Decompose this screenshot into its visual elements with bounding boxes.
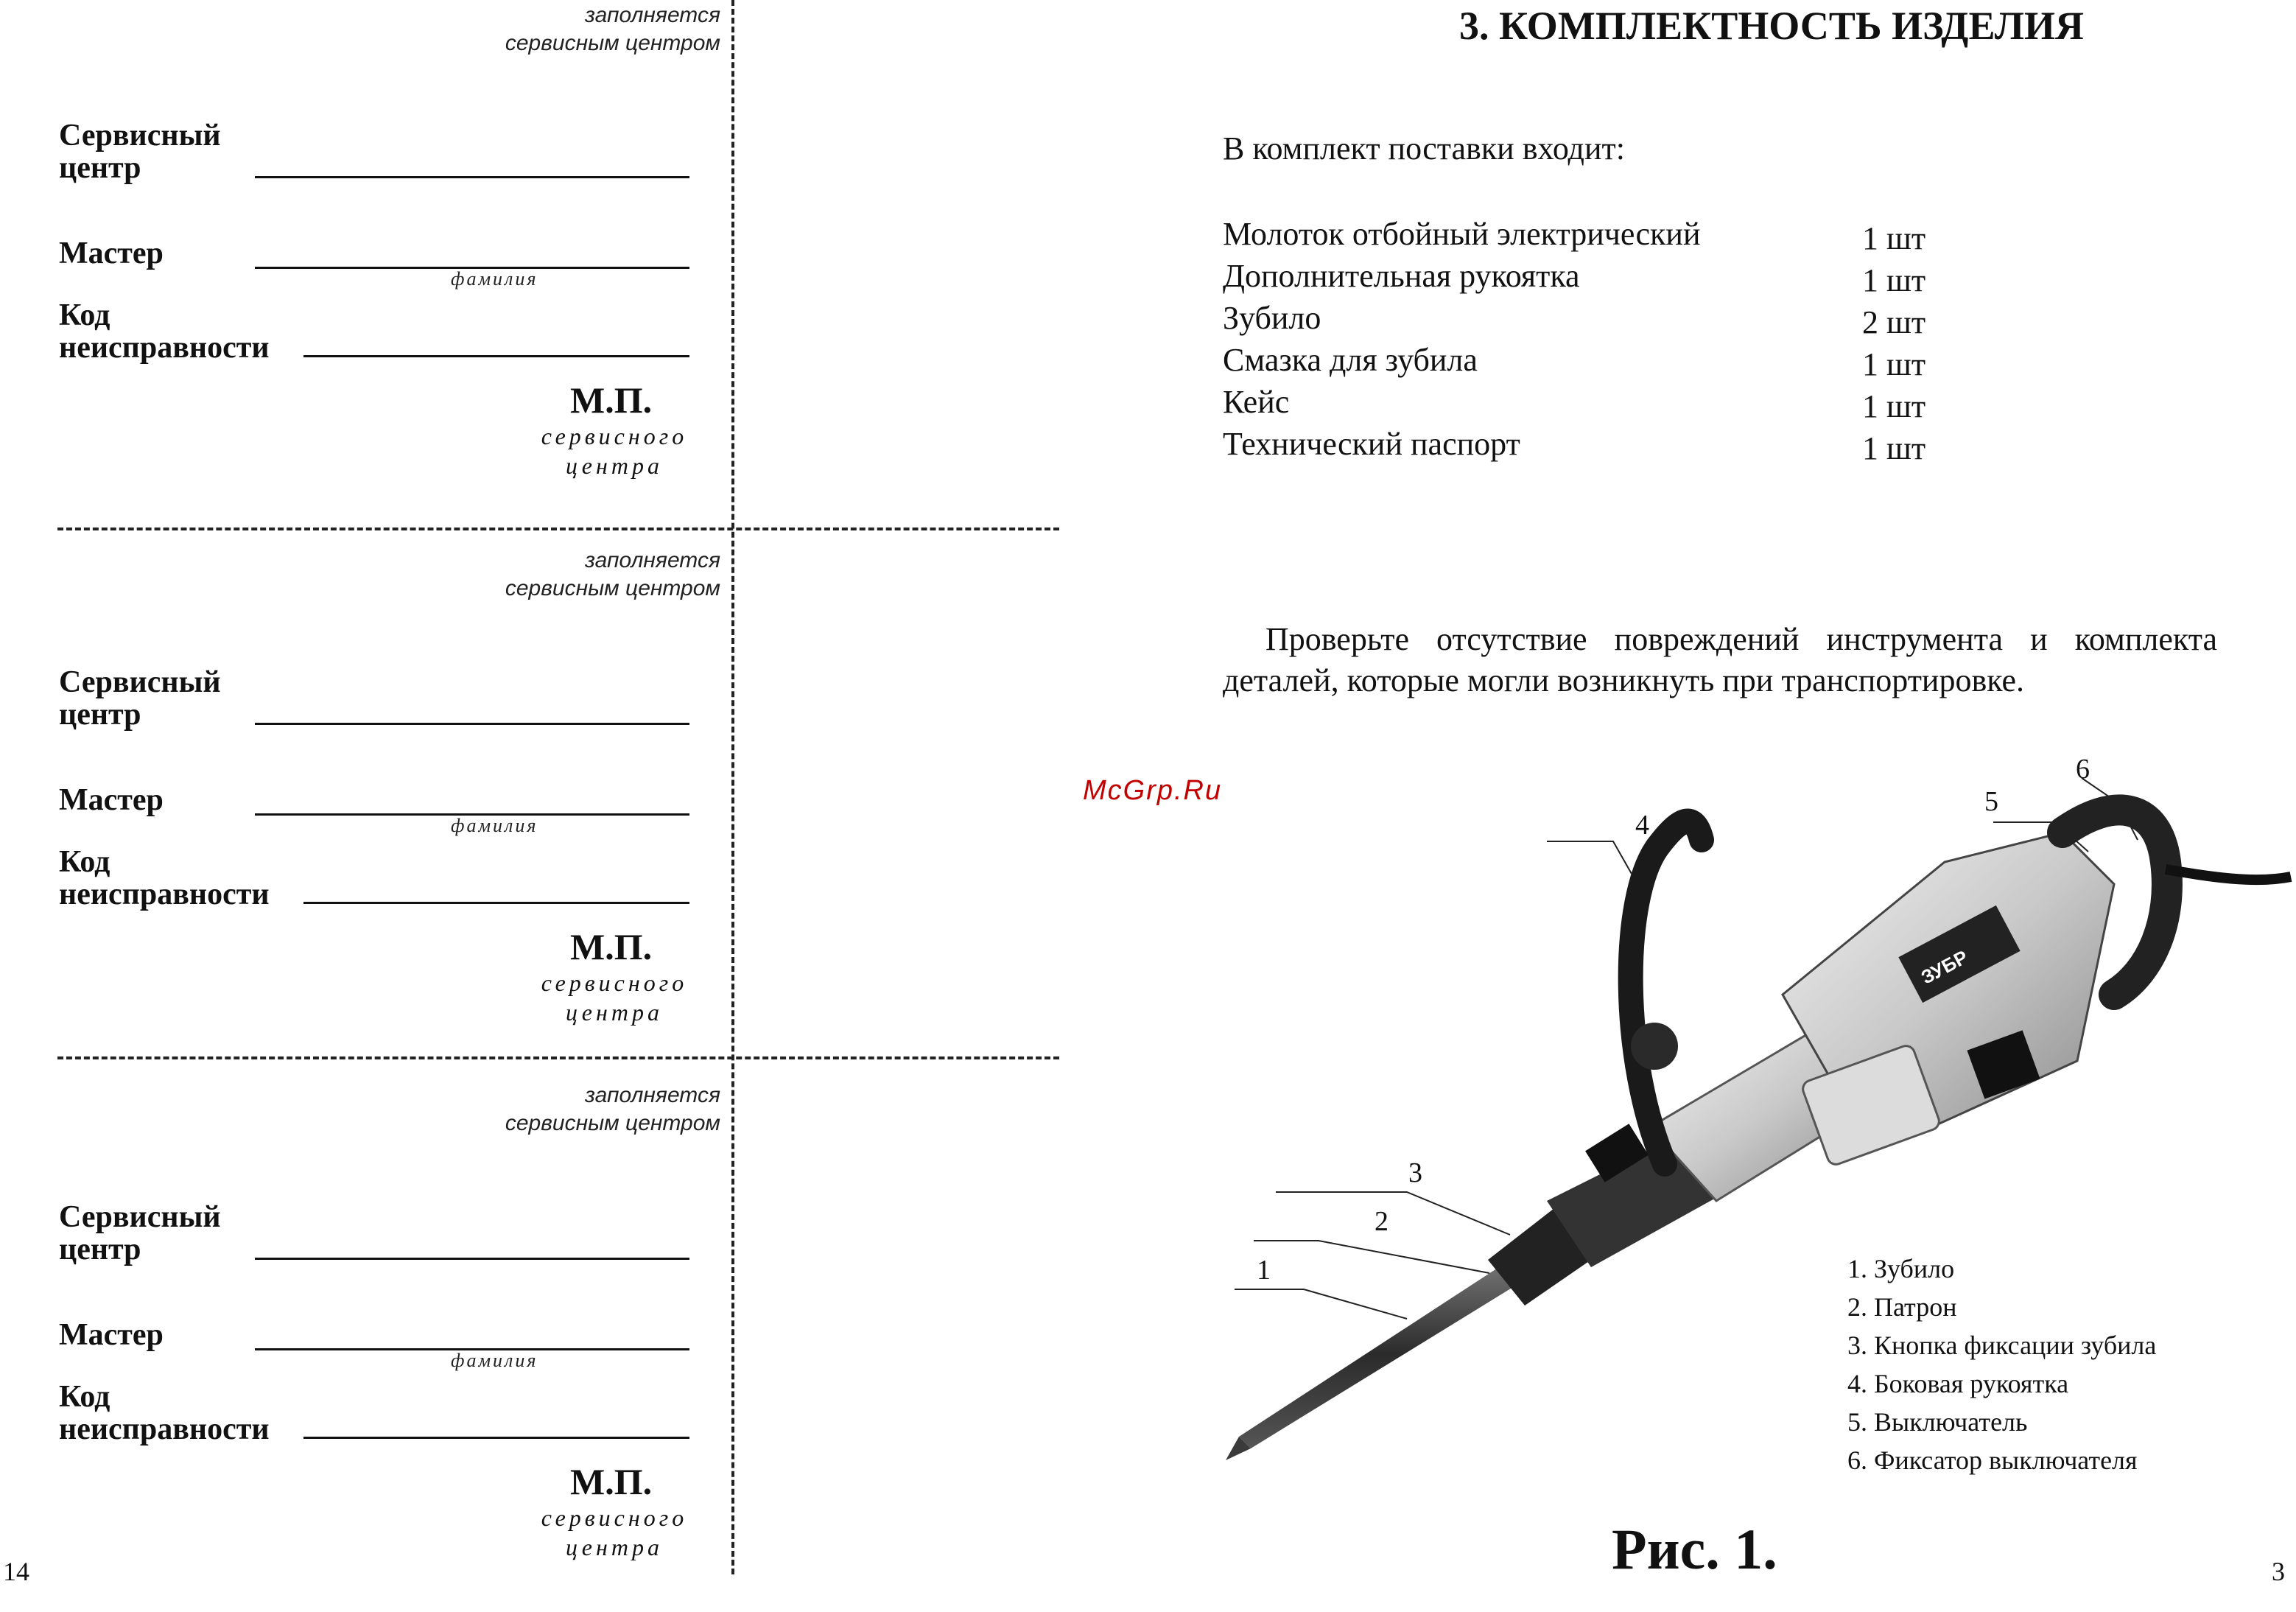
callout-4: 4 (1635, 810, 1649, 841)
kit-intro: В комплект поставки входит: (1223, 130, 1625, 167)
surname-hint: фамилия (451, 815, 538, 836)
service-coupon-3 (0, 1082, 737, 1612)
kit-item-qty: 1 шт (1862, 346, 1926, 382)
kit-item-name: Дополнительная рукоятка (1223, 258, 1580, 294)
filled-by-note: заполняется сервисным центром (505, 548, 720, 600)
callout-3: 3 (1408, 1157, 1422, 1188)
page-number-left: 14 (3, 1557, 29, 1586)
kit-item-qty: 2 шт (1862, 304, 1926, 340)
kit-item-name: Смазка для зубила (1223, 342, 1478, 378)
filled-by-note: заполняется сервисным центром (505, 3, 720, 55)
inspection-paragraph: Проверьте отсутствие повреждений инструмента и комплекта деталей, которые могли возникнуть при транспортировке. (1223, 621, 2217, 698)
callout-1: 1 (1257, 1255, 1271, 1286)
kit-item-qty: 1 шт (1862, 262, 1926, 298)
fault-code-field[interactable] (303, 902, 689, 904)
legend-item: 1. Зубило (1847, 1254, 1955, 1283)
master-label: Мастер (59, 783, 164, 817)
brand-label: ЗУБР (1917, 945, 1972, 989)
kit-item-name: Кейс (1223, 384, 1290, 420)
page-number-right: 3 (2272, 1557, 2285, 1586)
fault-code-field[interactable] (303, 1437, 689, 1439)
master-label: Мастер (59, 236, 164, 270)
filled-by-note: заполняется сервисным центром (505, 1083, 720, 1135)
service-center-label: Сервисный центр (59, 665, 221, 732)
kit-item-name: Зубило (1223, 300, 1321, 336)
stamp-caption: сервисного центра (541, 1504, 688, 1560)
kit-item-name: Молоток отбойный электрический (1223, 216, 1701, 252)
legend-item: 5. Выключатель (1847, 1407, 2028, 1437)
fault-code-label: Код неисправности (59, 845, 270, 911)
fault-code-field[interactable] (303, 355, 689, 357)
surname-hint: фамилия (451, 268, 538, 290)
master-label: Мастер (59, 1318, 164, 1352)
kit-item-qty: 1 шт (1862, 220, 1926, 256)
service-center-field[interactable] (255, 176, 689, 178)
stamp-label: М.П. (570, 1461, 653, 1502)
service-center-field[interactable] (255, 723, 689, 725)
callout-5: 5 (1984, 786, 1998, 817)
callout-6: 6 (2076, 754, 2090, 785)
legend-item: 6. Фиксатор выключателя (1847, 1445, 2138, 1475)
stamp-label: М.П. (570, 379, 653, 421)
legend-item: 3. Кнопка фиксации зубила (1847, 1331, 2157, 1360)
figure-caption: Рис. 1. (1612, 1517, 1777, 1581)
parts-legend (1847, 1250, 2156, 1479)
service-coupon-2 (0, 547, 737, 1077)
fault-code-label: Код неисправности (59, 1380, 270, 1446)
watermark-link[interactable]: McGrp.Ru (1083, 775, 1223, 806)
section-title: 3. КОМПЛЕКТНОСТЬ ИЗДЕЛИЯ (1459, 4, 2084, 48)
surname-hint: фамилия (451, 1350, 538, 1371)
service-center-field[interactable] (255, 1258, 689, 1260)
stamp-label: М.П. (570, 926, 653, 967)
stamp-caption: сервисного центра (541, 423, 688, 479)
service-center-label: Сервисный центр (59, 119, 221, 185)
kit-item-name: Технический паспорт (1223, 426, 1520, 462)
kit-item-qty: 1 шт (1862, 388, 1926, 424)
legend-item: 2. Патрон (1847, 1292, 1957, 1322)
chisel-shape (1239, 1260, 1526, 1448)
service-center-label: Сервисный центр (59, 1200, 221, 1266)
service-coupon-1 (0, 0, 737, 530)
fault-code-label: Код неисправности (59, 298, 270, 365)
stamp-caption: сервисного центра (541, 970, 688, 1026)
legend-item: 4. Боковая рукоятка (1847, 1369, 2069, 1398)
kit-item-qty: 1 шт (1862, 430, 1926, 466)
callout-2: 2 (1375, 1206, 1389, 1237)
